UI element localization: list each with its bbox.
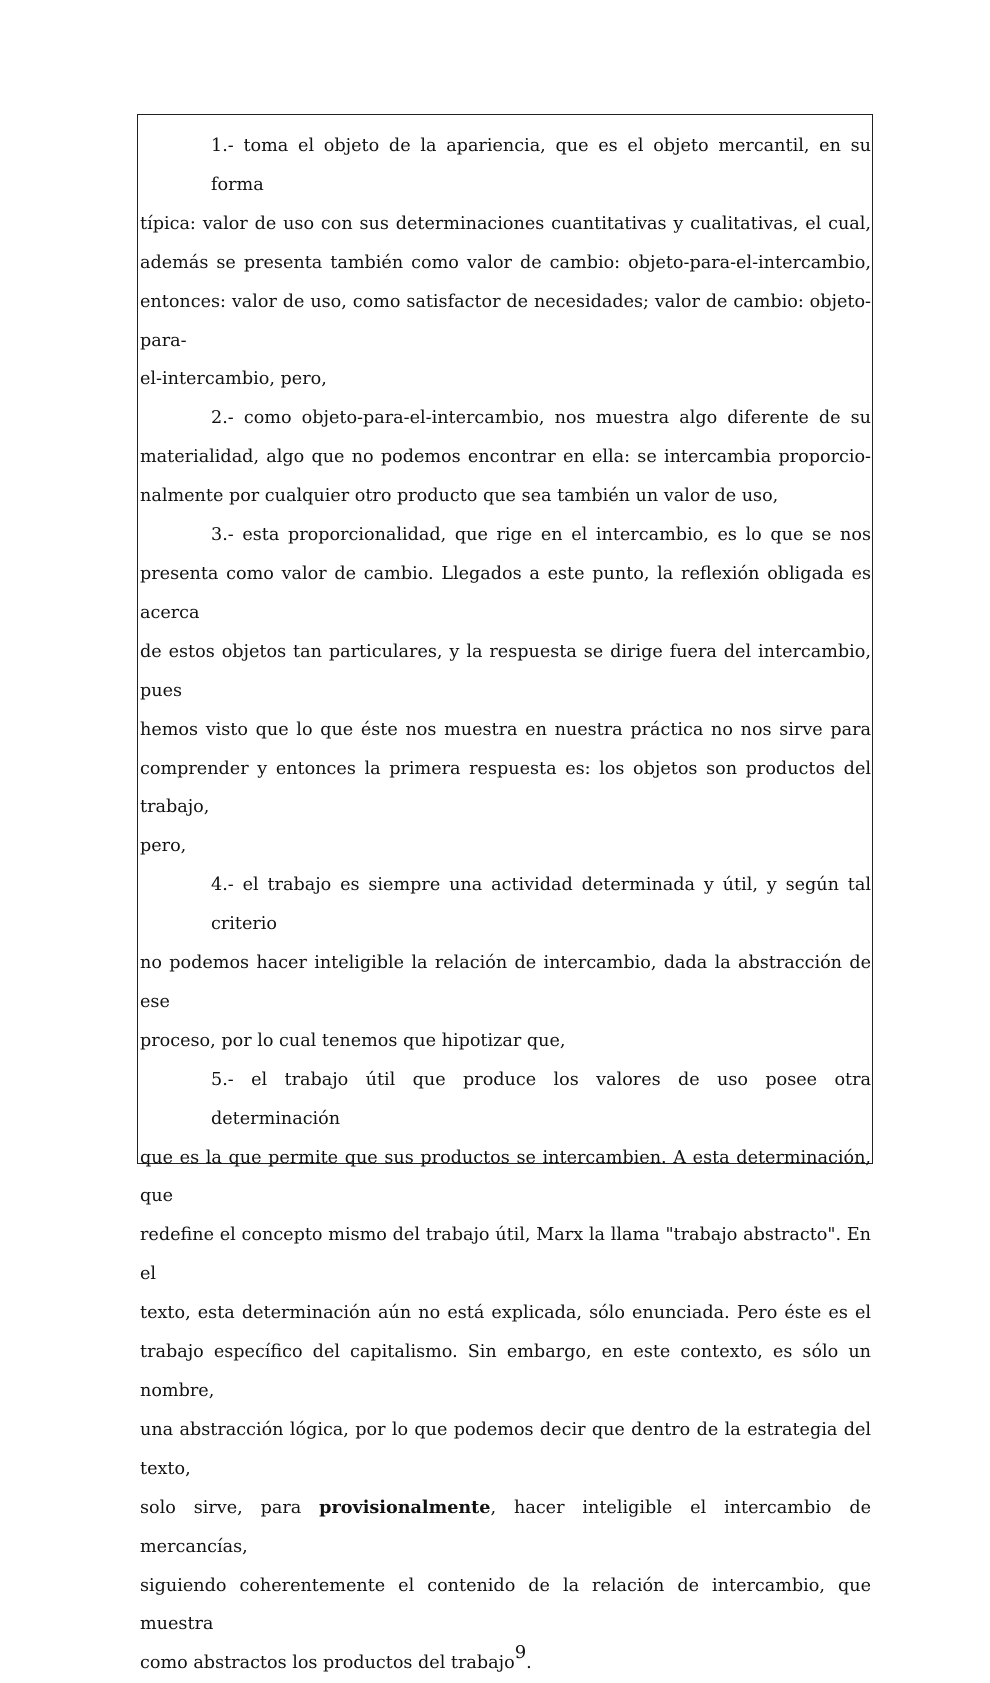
text-line: típica: valor de uso con sus determinaciones cuantitativas y cualitativas, el cual, [140, 213, 871, 234]
text-line: pero, [140, 836, 187, 857]
text-run: como abstractos los productos del trabajo [140, 1653, 515, 1674]
text-run: solo sirve, para [140, 1497, 320, 1518]
text-line: 3.- esta proporcionalidad, que rige en el intercambio, es lo que se nos [211, 525, 871, 546]
text-line-with-bold [140, 1489, 871, 1567]
text-line: 4.- el trabajo es siempre una actividad determinada y útil, y según tal criterio [211, 875, 871, 935]
text-line: una abstracción lógica, por lo que podemos decir que dentro de la estrategia del texto, [140, 1419, 871, 1479]
text-line: 2.- como objeto-para-el-intercambio, nos muestra algo diferente de su [211, 408, 871, 429]
text-line: materialidad, algo que no podemos encontrar en ella: se intercambia proporcio- [140, 447, 871, 468]
text-line: texto, esta determinación aún no está explicada, sólo enunciada. Pero éste es el [140, 1303, 871, 1324]
text-line: nalmente por cualquier otro producto que sea también un valor de uso, [140, 486, 779, 507]
text-run: , hacer inteligible el intercambio de mercancías, [140, 1497, 871, 1557]
text-line: de estos objetos tan particulares, y la respuesta se dirige fuera del intercambio, pues [140, 641, 871, 701]
body-text [140, 127, 871, 1683]
text-line: redefine el concepto mismo del trabajo útil, Marx la llama "trabajo abstracto". En el [140, 1225, 871, 1285]
paragraph-4 [140, 866, 871, 1061]
paragraph-2 [140, 399, 871, 516]
paragraph-3 [140, 516, 871, 866]
text-line: proceso, por lo cual tenemos que hipotizar que, [140, 1030, 566, 1051]
text-line: entonces: valor de uso, como satisfactor de necesidades; valor de cambio: objeto-para- [140, 291, 871, 351]
text-line: que es la que permite que sus productos se intercambien. A esta determinación, que [140, 1147, 871, 1207]
text-line-final [140, 1644, 871, 1683]
text-frame [137, 114, 873, 1674]
text-line: no podemos hacer inteligible la relación de intercambio, dada la abstracción de ese [140, 953, 871, 1012]
text-line: 1.- toma el objeto de la apariencia, que es el objeto mercantil, en su forma [211, 136, 871, 195]
text-line: 5.- el trabajo útil que produce los valores de uso posee otra determinación [211, 1069, 871, 1129]
text-line: el-intercambio, pero, [140, 369, 327, 390]
paragraph-1 [140, 127, 871, 399]
paragraph-5 [140, 1061, 871, 1683]
text-line: trabajo específico del capitalismo. Sin embargo, en este contexto, es sólo un nombre, [140, 1342, 871, 1401]
text-run: . [526, 1653, 532, 1674]
bold-emphasis: provisionalmente [319, 1496, 491, 1518]
text-line: comprender y entonces la primera respuesta es: los objetos son productos del trabajo, [140, 758, 871, 818]
text-line: presenta como valor de cambio. Llegados a este punto, la reflexión obligada es acerca [140, 563, 871, 623]
text-line: hemos visto que lo que éste nos muestra en nuestra práctica no nos sirve para [140, 719, 871, 740]
text-line: siguiendo coherentemente el contenido de la relación de intercambio, que muestra [140, 1575, 871, 1635]
text-line: además se presenta también como valor de cambio: objeto-para-el-intercambio, [140, 252, 871, 273]
footnote-reference[interactable]: 9 [514, 1642, 527, 1664]
